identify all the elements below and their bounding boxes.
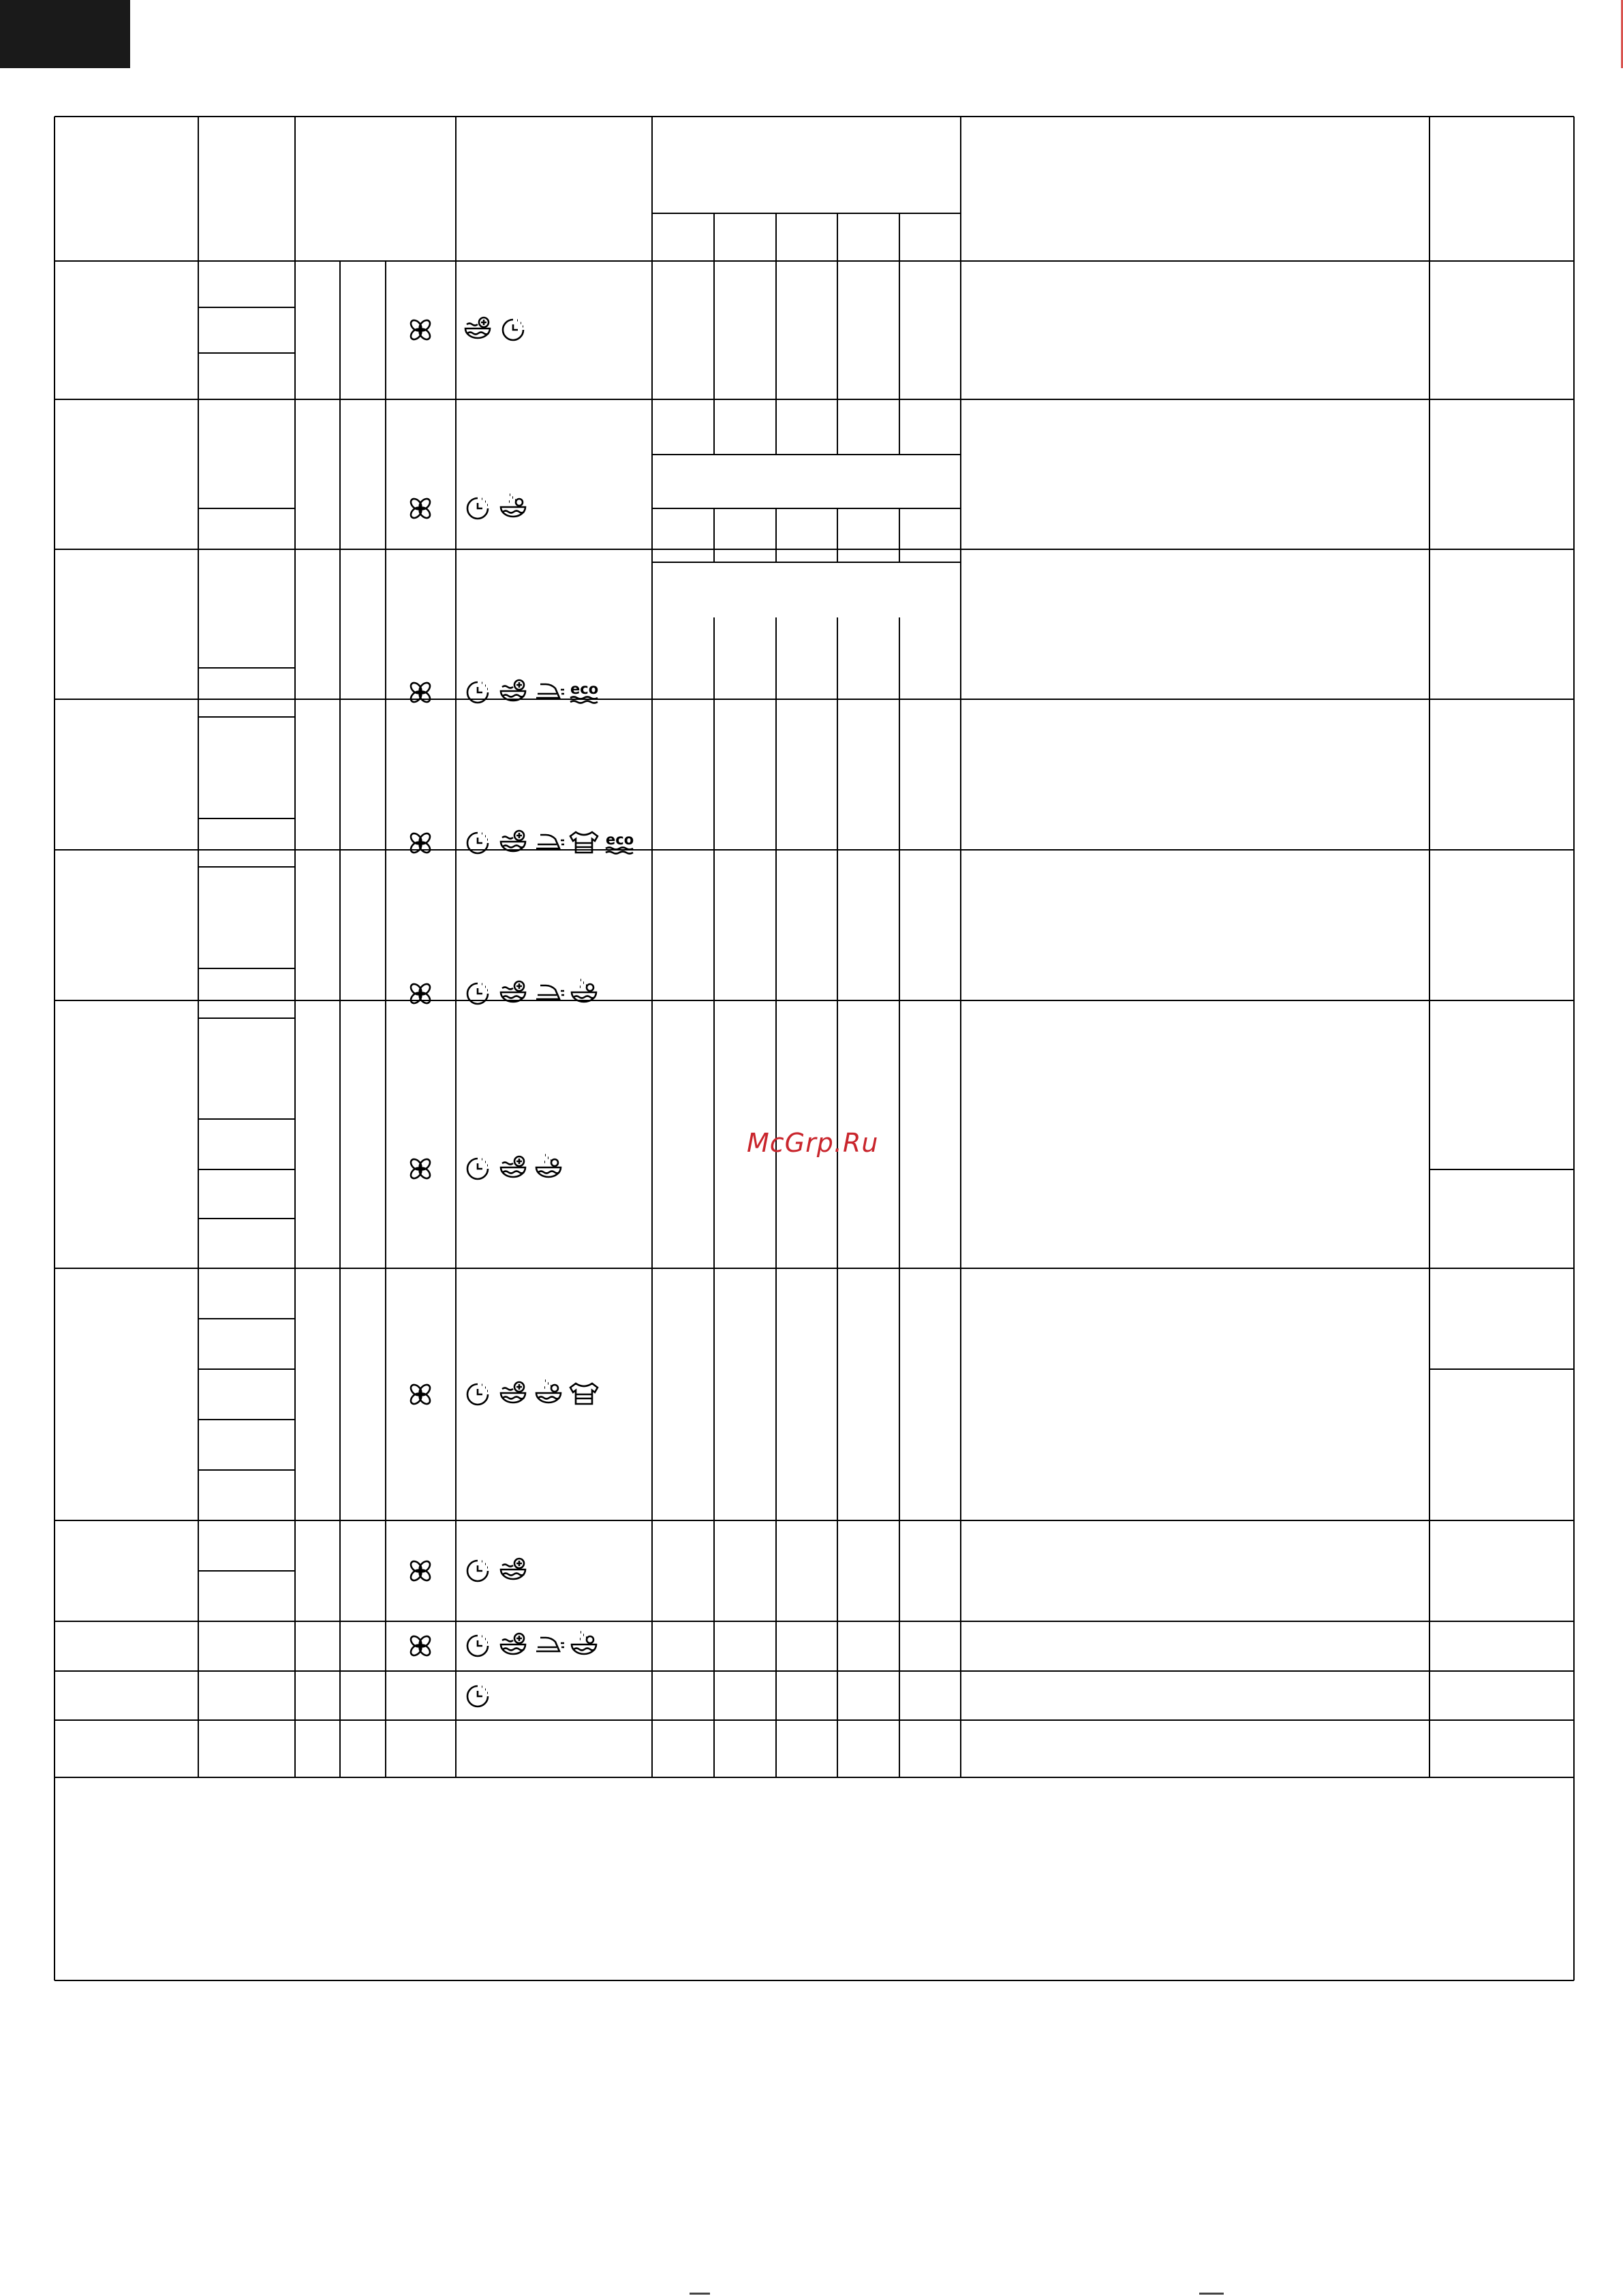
watermark: McGrp.Ru — [747, 1128, 879, 1158]
timer-icon — [467, 498, 488, 519]
fan-icon — [409, 497, 432, 520]
eco-label: eco — [570, 681, 599, 697]
prewash-plus-icon — [501, 831, 525, 851]
fan-icon — [409, 831, 432, 855]
easy-iron-icon — [536, 985, 564, 999]
bottom-mark — [690, 2293, 710, 2295]
prewash-plus-icon — [501, 680, 525, 701]
stain-icon — [572, 980, 596, 1002]
prewash-plus-icon — [501, 1382, 525, 1403]
prewash-plus-icon — [501, 1634, 525, 1654]
eco-label: eco — [606, 831, 634, 848]
bottom-mark — [1199, 2293, 1224, 2295]
fan-icon — [409, 1559, 432, 1582]
fan-icon — [409, 318, 432, 341]
fan-icon — [409, 1634, 432, 1657]
prewash-plus-icon — [501, 1157, 525, 1177]
prewash-plus-icon — [465, 318, 490, 338]
timer-icon — [467, 1686, 488, 1706]
timer-icon — [503, 320, 523, 340]
easy-iron-icon — [536, 835, 564, 848]
timer-icon — [467, 1636, 488, 1656]
timer-icon — [467, 1561, 488, 1581]
prewash-plus-icon — [501, 981, 525, 1002]
timer-icon — [467, 1159, 488, 1179]
stain-icon — [572, 1632, 596, 1654]
stain-icon — [501, 495, 525, 517]
easy-iron-icon — [536, 684, 564, 698]
easy-iron-icon — [536, 1638, 564, 1651]
stain-icon — [536, 1381, 561, 1403]
timer-icon — [467, 1384, 488, 1405]
fan-icon — [409, 681, 432, 704]
stain-icon — [536, 1155, 561, 1177]
fan-icon — [409, 1383, 432, 1406]
shirt-icon — [570, 1383, 598, 1404]
prewash-plus-icon — [501, 1559, 525, 1579]
fan-icon — [409, 1157, 432, 1180]
fan-icon — [409, 982, 432, 1005]
